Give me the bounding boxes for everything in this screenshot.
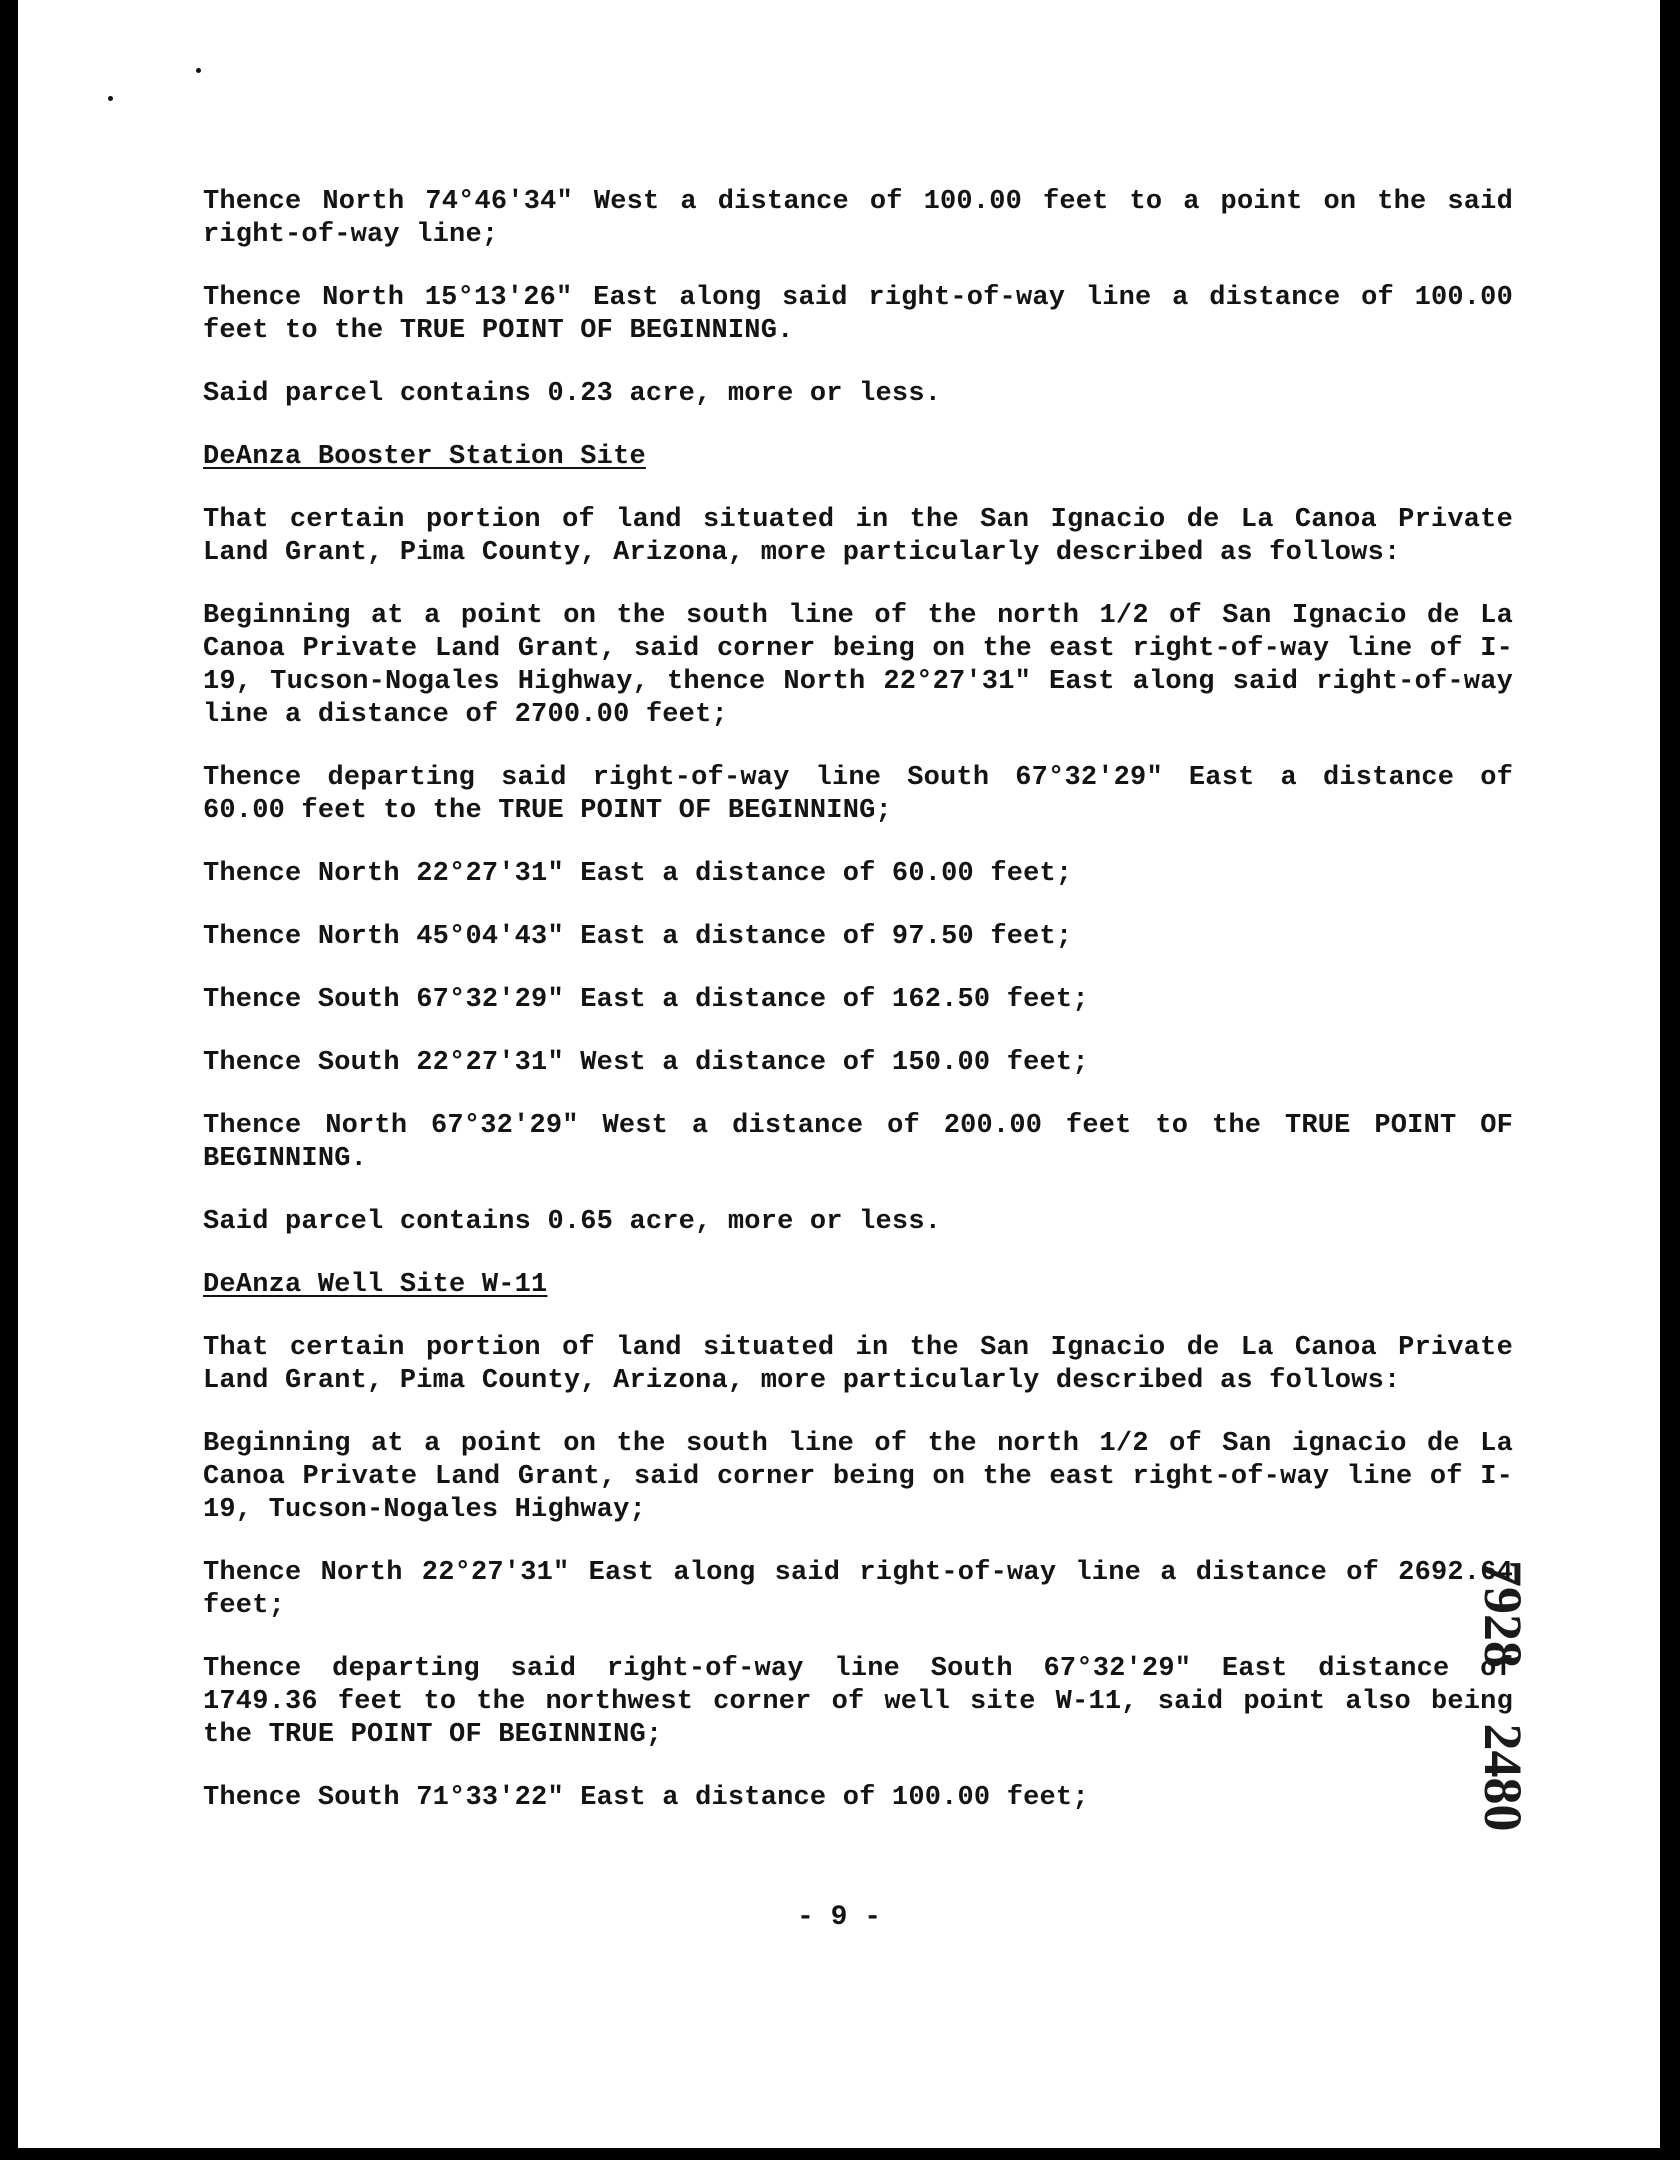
- paragraph: Beginning at a point on the south line of the north 1/2 of San Ignacio de La Canoa Private Land Grant, said corner being on the east right-of-way line of I-19, Tucson-Nogales Highway, thence North 22°27'31" East along said right-of-way line a distance of 2700.00 feet;: [203, 601, 1513, 730]
- paragraph: Thence departing said right-of-way line South 67°32'29" East distance of 1749.36 feet to the northwest corner of well site W-11, said point also being the TRUE POINT OF BEGINNING;: [203, 1654, 1513, 1750]
- section-heading: DeAnza Well Site W-11: [203, 1270, 548, 1300]
- paragraph: Thence South 22°27'31" West a distance of 150.00 feet;: [203, 1048, 1089, 1078]
- paragraph: Thence North 67°32'29" West a distance of 200.00 feet to the TRUE POINT OF BEGINNING.: [203, 1111, 1513, 1174]
- paragraph: Thence South 67°32'29" East a distance of 162.50 feet;: [203, 985, 1089, 1015]
- paragraph: Thence South 71°33'22" East a distance of 100.00 feet;: [203, 1783, 1089, 1813]
- paragraph: Thence North 74°46'34" West a distance of 100.00 feet to a point on the said right-of-way line;: [203, 187, 1513, 250]
- paragraph: Thence North 45°04'43" East a distance of 97.50 feet;: [203, 922, 1073, 952]
- paragraph: Beginning at a point on the south line of the north 1/2 of San ignacio de La Canoa Private Land Grant, said corner being on the east right-of-way line of I-19, Tucson-Nogales Highway;: [203, 1429, 1513, 1525]
- paragraph: Said parcel contains 0.23 acre, more or less.: [203, 379, 942, 409]
- scan-speck: [196, 68, 201, 73]
- scan-speck: [108, 96, 113, 101]
- section-heading: DeAnza Booster Station Site: [203, 442, 646, 472]
- paragraph: Said parcel contains 0.65 acre, more or less.: [203, 1207, 942, 1237]
- paragraph: Thence North 22°27'31" East a distance of 60.00 feet;: [203, 859, 1073, 889]
- paragraph: That certain portion of land situated in the San Ignacio de La Canoa Private Land Grant, Pima County, Arizona, more particularly described as follows:: [203, 1333, 1513, 1396]
- document-page: [18, 0, 1660, 2148]
- side-stamp-text: 7928 2480: [1473, 1560, 1533, 1832]
- paragraph: That certain portion of land situated in the San Ignacio de La Canoa Private Land Grant, Pima County, Arizona, more particularly described as follows:: [203, 505, 1513, 568]
- paragraph: Thence North 15°13'26" East along said right-of-way line a distance of 100.00 feet to the TRUE POINT OF BEGINNING.: [203, 283, 1513, 346]
- paragraph: Thence North 22°27'31" East along said right-of-way line a distance of 2692.64 feet;: [203, 1558, 1513, 1621]
- paragraph: Thence departing said right-of-way line South 67°32'29" East a distance of 60.00 feet to the TRUE POINT OF BEGINNING;: [203, 763, 1513, 826]
- document-body: [203, 186, 1513, 1845]
- page-number: - 9 -: [796, 1902, 881, 1933]
